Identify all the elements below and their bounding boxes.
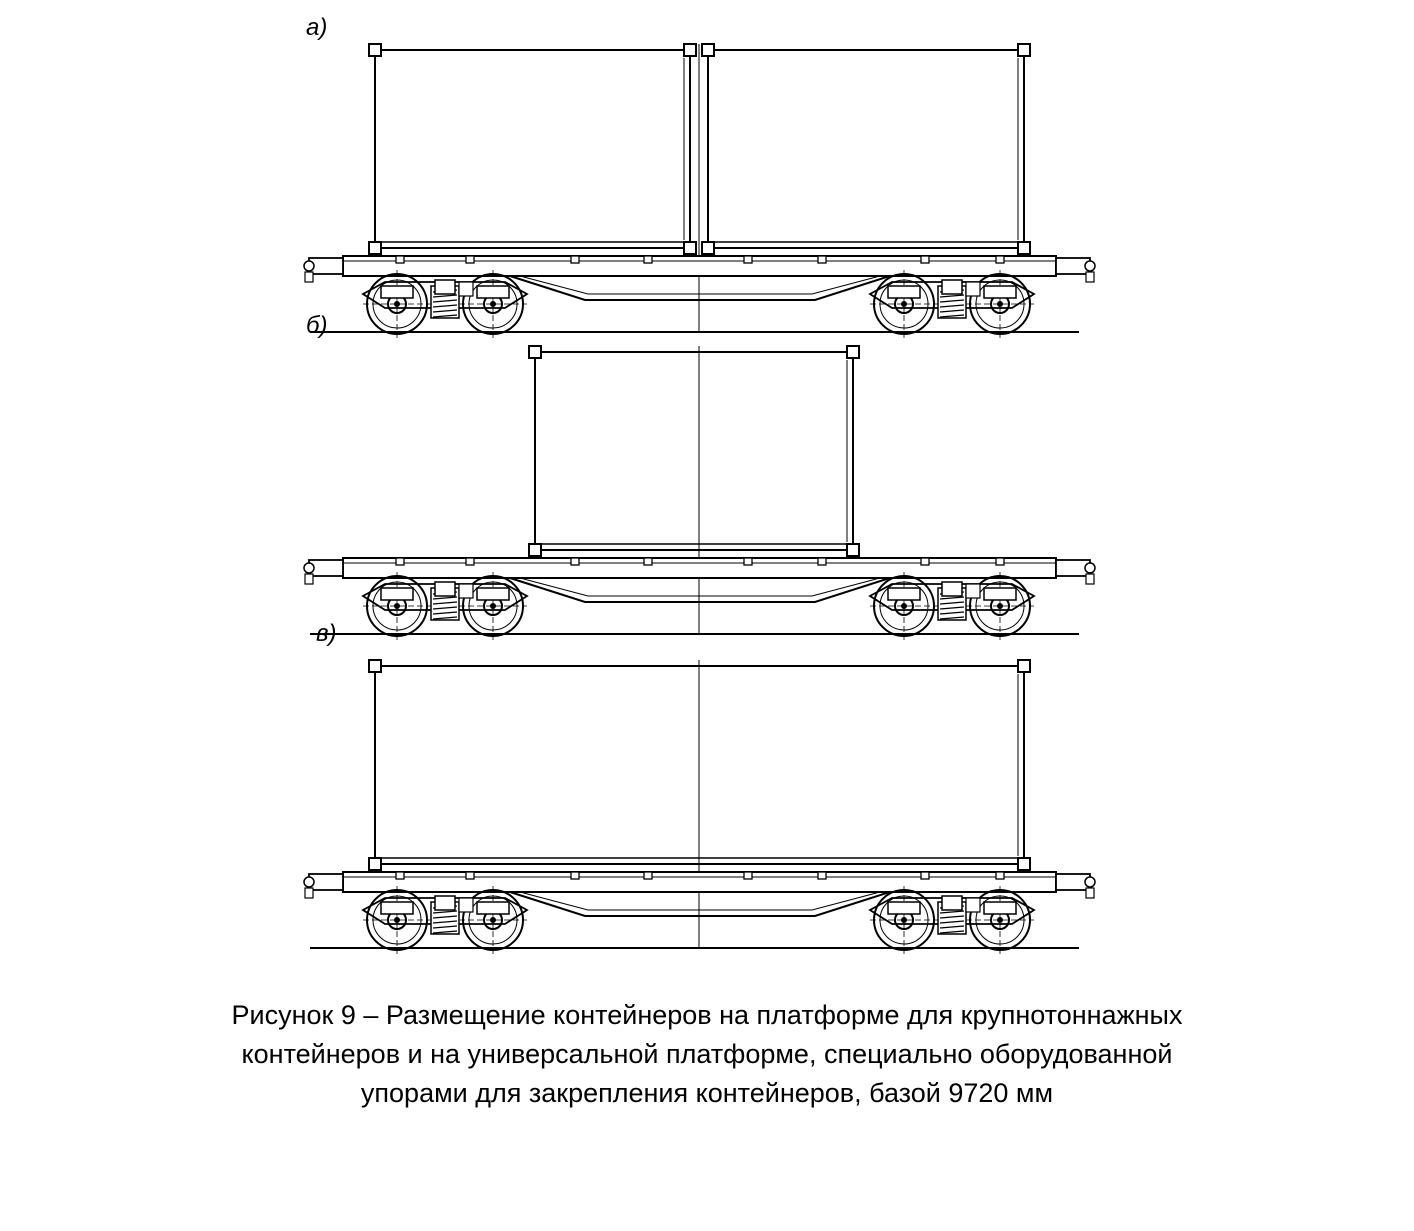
panel-label-a: а) — [306, 14, 328, 41]
wagon-v-coupler-right — [1056, 874, 1095, 898]
wagon-a-container-2 — [702, 44, 1030, 254]
wagon-b-container-1 — [529, 346, 859, 556]
caption-line-2: контейнеров и на универсальной платформе, специально оборудованной — [241, 1039, 1173, 1069]
wagon-a-coupler-right — [1056, 258, 1095, 282]
wagon-b-deck — [343, 558, 1056, 578]
wagon-a — [304, 44, 1095, 338]
wagon-a-bogie-left — [363, 270, 527, 338]
panel-label-b: б) — [306, 312, 328, 339]
wagon-v — [304, 660, 1095, 954]
panel-label-v: в) — [316, 620, 337, 647]
caption-line-3: упорами для закрепления контейнеров, базой 9720 мм — [360, 1078, 1054, 1108]
wagon-v-bogie-right — [870, 886, 1034, 954]
wagon-b-coupler-right — [1056, 560, 1095, 584]
wagon-b-coupler-left — [304, 560, 343, 584]
caption-line-1: Рисунок 9 – Размещение контейнеров на платформе для крупнотоннажных — [231, 1000, 1183, 1030]
wagon-v-coupler-left — [304, 874, 343, 898]
wagon-b-bogie-right — [870, 572, 1034, 640]
figure-caption — [0, 996, 1414, 1113]
wagon-a-deck — [343, 256, 1056, 276]
wagon-a-container-1 — [369, 44, 696, 254]
wagon-b — [304, 346, 1095, 640]
wagon-b-bogie-left — [363, 572, 527, 640]
wagon-v-bogie-left — [363, 886, 527, 954]
wagon-v-deck — [343, 872, 1056, 892]
wagon-a-coupler-left — [304, 258, 343, 282]
wagon-a-bogie-right — [870, 270, 1034, 338]
